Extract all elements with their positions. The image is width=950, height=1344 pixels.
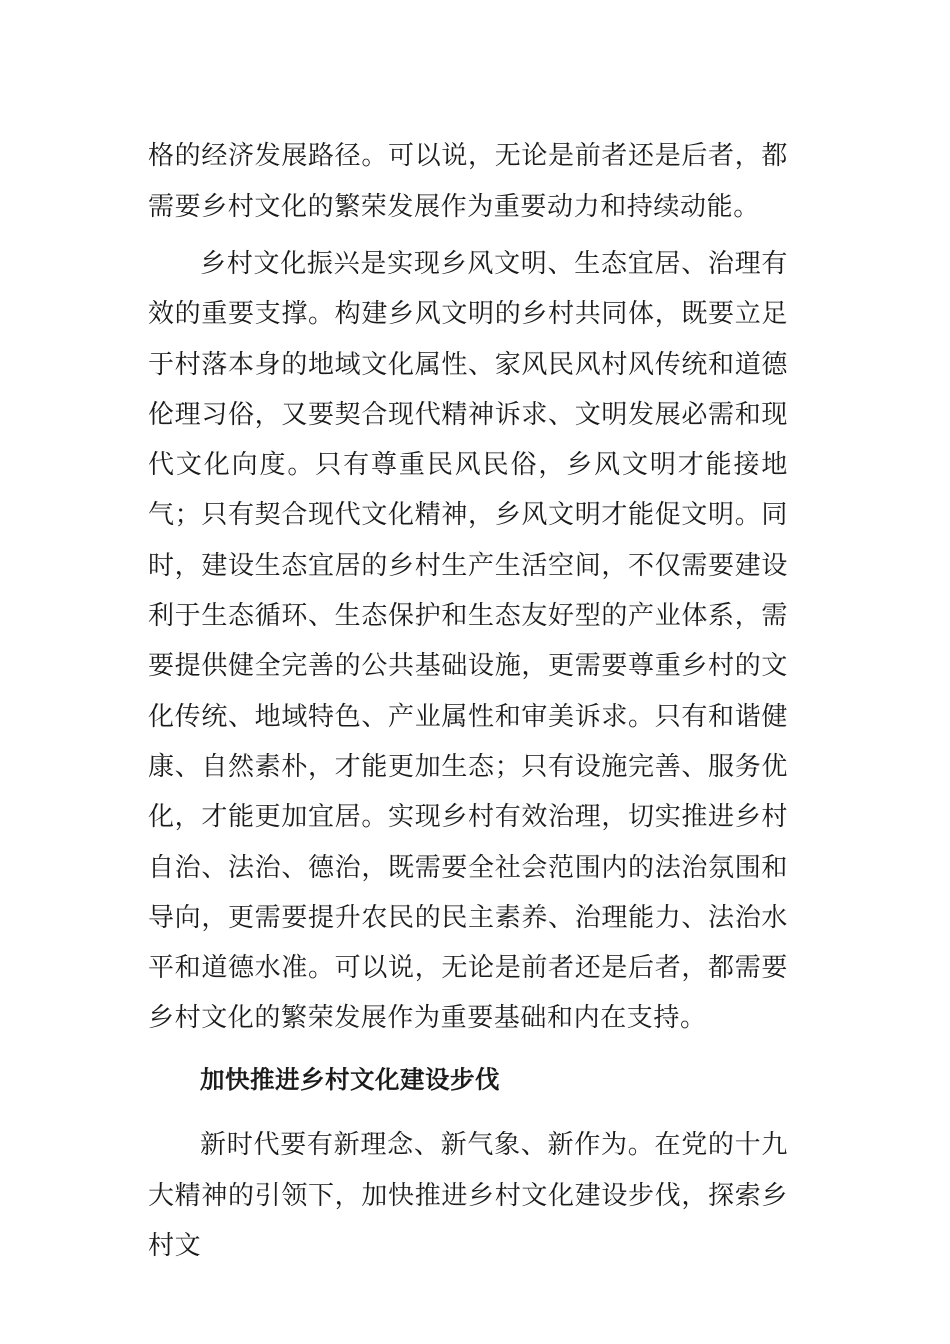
paragraph-rural-culture-revitalization: 乡村文化振兴是实现乡风文明、生态宜居、治理有效的重要支撑。构建乡风文明的乡村共同体，既要立足于村落本身的地域文化属性、家风民风村风传统和道德伦理习俗，又要契合现代精神诉求、文明发展必需和现代文化向度。只有尊重民风民俗，乡风文明才能接地气；只有契合现代文化精神，乡风文明才能促文明。同时，建设生态宜居的乡村生产生活空间，不仅需要建设利于生态循环、生态保护和生态友好型的产业体系，需要提供健全完善的公共基础设施，更需要尊重乡村的文化传统、地域特色、产业属性和审美诉求。只有和谐健康、自然素朴，才能更加生态；只有设施完善、服务优化，才能更加宜居。实现乡村有效治理，切实推进乡村自治、法治、德治，既需要全社会范围内的法治氛围和导向，更需要提升农民的民主素养、治理能力、法治水平和道德水准。可以说，无论是前者还是后者，都需要乡村文化的繁荣发展作为重要基础和内在支持。 — [148, 249, 788, 1034]
paragraph-new-era: 新时代要有新理念、新气象、新作为。在党的十九大精神的引领下，加快推进乡村文化建设步伐，探索乡村文 — [148, 1130, 788, 1261]
section-heading: 加快推进乡村文化建设步伐 — [200, 1065, 500, 1094]
paragraph-continuation: 格的经济发展路径。可以说，无论是前者还是后者，都需要乡村文化的繁荣发展作为重要动力和持续动能。 — [148, 141, 788, 222]
